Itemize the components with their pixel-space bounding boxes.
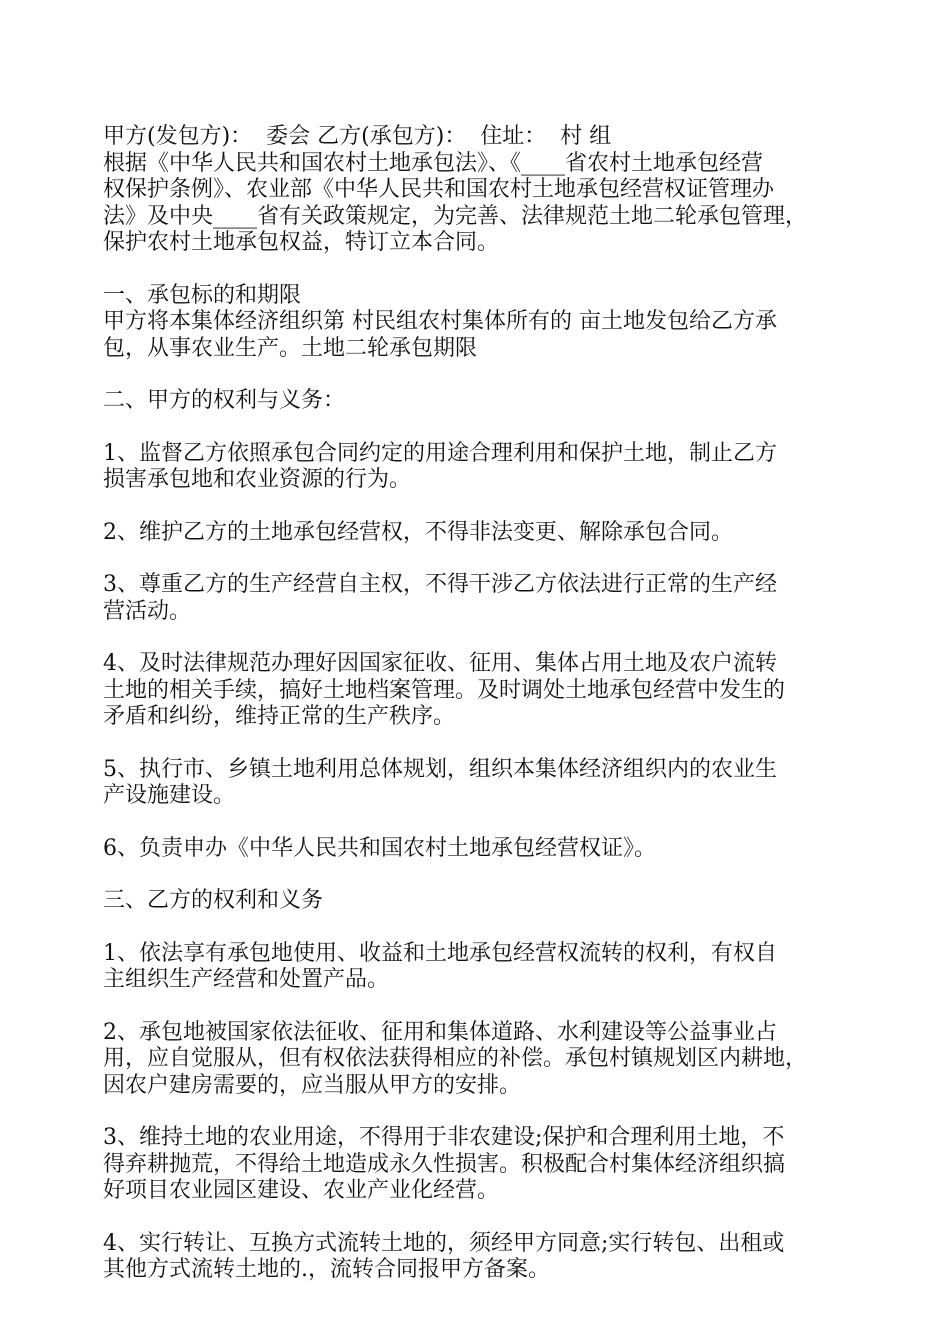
section-3-item-1 xyxy=(103,941,863,994)
contract-document xyxy=(103,124,863,1310)
paragraph-line: 用，应自觉服从，但有权依法获得相应的补偿。承包村镇规划区内耕地， xyxy=(103,1046,808,1071)
paragraph-line: 2、维护乙方的土地承包经营权，不得非法变更、解除承包合同。 xyxy=(103,519,733,545)
parties-line: 甲方(发包方)： 委会 乙方(承包方)： 住址： 村 组 xyxy=(103,124,612,149)
section-1 xyxy=(103,283,863,363)
section-2-item-2 xyxy=(103,520,863,547)
paragraph-line: 好项目农业园区建设、农业产业化经营。 xyxy=(103,1178,500,1203)
section-1-title: 一、承包标的和期限 xyxy=(103,282,302,308)
section-2-title xyxy=(103,388,863,415)
section-2-item-5 xyxy=(103,757,863,810)
parties-and-preamble xyxy=(103,124,863,257)
section-2-item-3 xyxy=(103,572,863,625)
section-2-item-6 xyxy=(103,836,863,863)
paragraph-line: 5、执行市、乡镇土地利用总体规划，组织本集体经济组织内的农业生 xyxy=(103,756,777,782)
paragraph-line: 主组织生产经营和处置产品。 xyxy=(103,967,390,992)
paragraph-line: 因农户建房需要的，应当服从甲方的安排。 xyxy=(103,1072,522,1098)
section-1-text: 包，从事农业生产。土地二轮承包期限 xyxy=(103,335,478,361)
section-2-item-4 xyxy=(103,651,863,731)
paragraph-line: 6、负责申办《中华人民共和国农村土地承包经营权证》。 xyxy=(103,835,656,861)
paragraph-line: 1、依法享有承包地使用、收益和土地承包经营权流转的权利，有权自 xyxy=(103,940,777,966)
paragraph-line: 1、监督乙方依照承包合同约定的用途合理利用和保护土地，制止乙方 xyxy=(103,440,777,466)
paragraph-line: 4、及时法律规范办理好因国家征收、征用、集体占用土地及农户流转 xyxy=(103,651,777,676)
preamble-line: 根据《中华人民共和国农村土地承包法》、《____省农村土地承包经营 xyxy=(103,150,764,176)
section-3-item-3 xyxy=(103,1125,863,1205)
paragraph-line: 损害承包地和农业资源的行为。 xyxy=(103,467,412,492)
paragraph-line: 土地的相关手续，搞好土地档案管理。及时调处土地承包经营中发生的 xyxy=(103,677,786,703)
section-2-item-1 xyxy=(103,441,863,494)
paragraph-line: 4、实行转让、互换方式流转土地的，须经甲方同意;实行转包、出租或 xyxy=(103,1230,785,1256)
preamble-line: 权保护条例》、农业部《中华人民共和国农村土地承包经营权证管理办 xyxy=(103,177,775,202)
preamble-line: 保护农村土地承包权益，特订立本合同。 xyxy=(103,230,500,255)
paragraph-line: 产设施建设。 xyxy=(103,783,236,808)
preamble-line: 法》及中央____省有关政策规定，为完善、法律规范土地二轮承包管理， xyxy=(103,203,808,229)
paragraph-line: 2、承包地被国家依法征收、征用和集体道路、水利建设等公益事业占 xyxy=(103,1019,777,1045)
paragraph-line: 矛盾和纠纷，维持正常的生产秩序。 xyxy=(103,704,456,729)
section-2-title-text: 二、甲方的权利与义务： xyxy=(103,388,346,413)
paragraph-line: 3、维持土地的农业用途，不得用于非农建设;保护和合理利用土地，不 xyxy=(103,1125,785,1150)
paragraph-line: 其他方式流转土地的.，流转合同报甲方备案。 xyxy=(103,1257,550,1282)
section-3-item-4 xyxy=(103,1231,863,1284)
section-3-item-2 xyxy=(103,1020,863,1100)
section-3-title xyxy=(103,888,863,915)
paragraph-line: 营活动。 xyxy=(103,598,192,624)
section-1-text: 甲方将本集体经济组织第 村民组农村集体所有的 亩土地发包给乙方承 xyxy=(103,309,777,334)
paragraph-line: 3、尊重乙方的生产经营自主权，不得干涉乙方依法进行正常的生产经 xyxy=(103,572,777,597)
section-3-title-text: 三、乙方的权利和义务 xyxy=(103,888,324,913)
paragraph-line: 得弃耕抛荒，不得给土地造成永久性损害。积极配合村集体经济组织搞 xyxy=(103,1151,786,1177)
